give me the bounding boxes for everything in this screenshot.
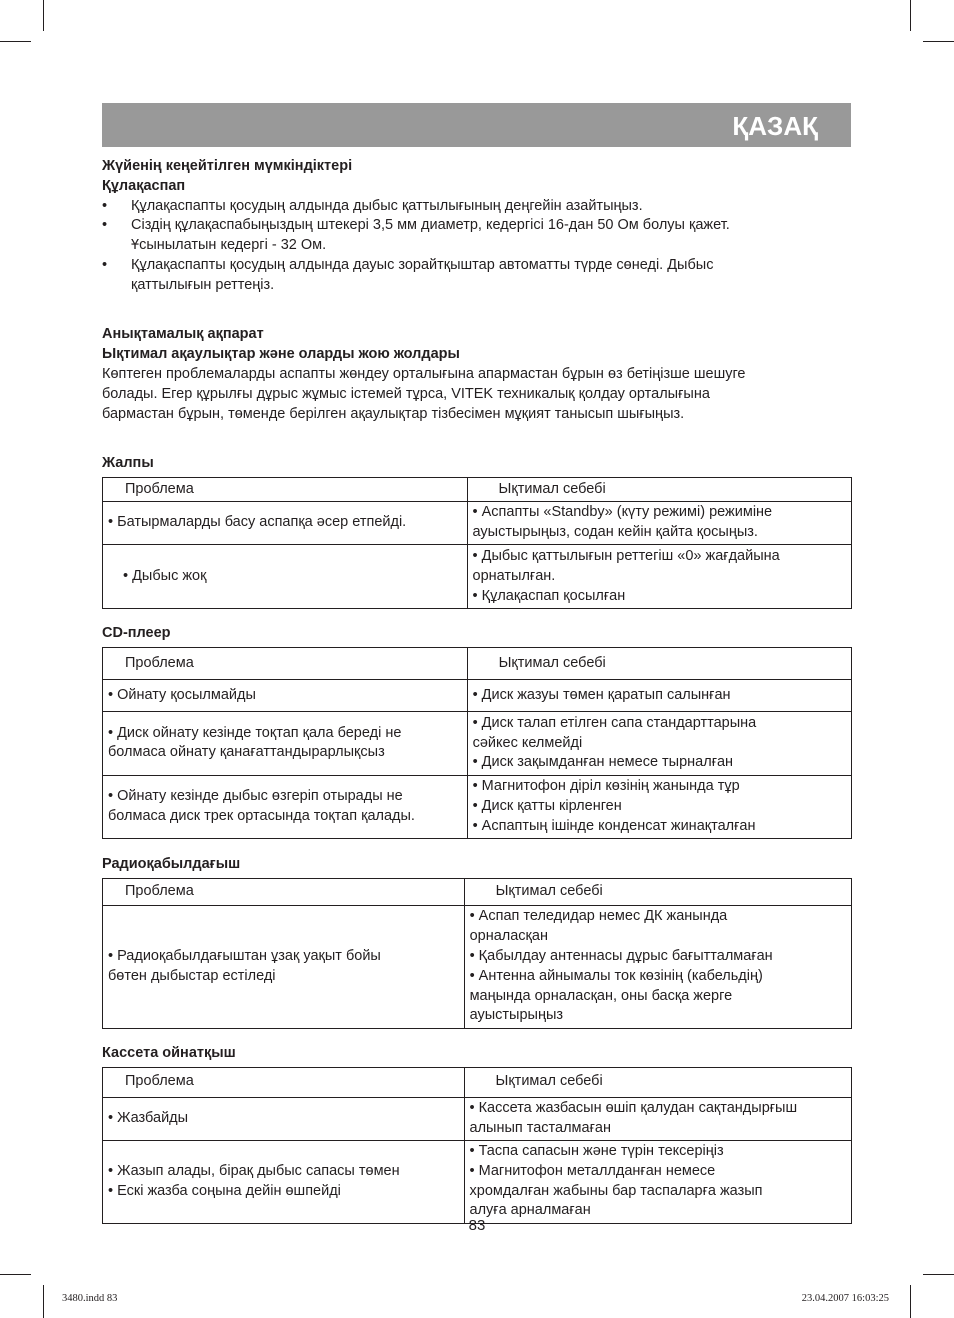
cell-line: сәйкес келмейді — [472, 734, 583, 751]
table-header-row — [103, 878, 852, 905]
cell-line: • Жазбайды — [108, 1109, 189, 1126]
cell-line: • Батырмаларды басу аспапқа әсер етпейді. — [108, 514, 407, 531]
cause-cell — [467, 545, 851, 609]
cell-line: • Антенна айнымалы ток көзінің (кабельдің) — [469, 967, 763, 984]
page-content — [102, 157, 852, 1224]
table-row — [103, 711, 852, 775]
column-header-problem: Проблема — [103, 1067, 465, 1097]
paragraph-line: бармастан бұрын, төменде берілген ақаулықтар тізбесімен мұқият танысып шығыңыз. — [102, 405, 685, 422]
cause-cell — [467, 502, 851, 545]
column-header-problem: Проблема — [103, 478, 468, 502]
table-row — [103, 545, 852, 609]
section-heading: Жүйенің кеңейтілген мүмкіндіктері — [102, 158, 353, 174]
cell-line: • Магнитофон металлданған немесе — [469, 1162, 716, 1179]
cell-line: маңында орналасқан, оны басқа жерге — [469, 987, 733, 1004]
section-heading: Анықтамалық ақпарат — [102, 326, 264, 343]
cell-line: • Қабылдау антеннасы дұрыс бағытталмаған — [469, 947, 773, 964]
bullet-dot: • — [102, 197, 108, 214]
problem-cell — [103, 905, 465, 1028]
column-header-cause: Ықтимал себебі — [464, 878, 851, 905]
crop-mark — [923, 41, 954, 42]
cell-line: бөтен дыбыстар естіледі — [108, 967, 276, 984]
bullet-line: Құлақаспапты қосудың алдында дыбыс қаттылығының деңгейін азайтыңыз. — [131, 197, 643, 214]
cell-line: • Магнитофон діріл көзінің жанында тұр — [472, 778, 740, 795]
bullet-dot: • — [102, 256, 108, 273]
bullet-item — [102, 256, 852, 296]
cell-line: алынып тасталмаған — [469, 1119, 611, 1136]
problem-cell — [103, 679, 468, 711]
table-header-row — [103, 1067, 852, 1097]
cell-line: • Аспаптың ішінде конденсат жинақталған — [472, 817, 756, 834]
cell-line: • Аспап теледидар немес ДК жанында — [469, 908, 728, 925]
intro-paragraph — [102, 365, 852, 424]
cell-line: • Диск ойнату кезінде тоқтап қала береді не — [108, 724, 402, 741]
column-header-problem: Проблема — [103, 878, 465, 905]
cell-line: • Жазып алады, бірақ дыбыс сапасы төмен — [108, 1162, 400, 1179]
table-row — [103, 905, 852, 1028]
problem-cell — [103, 711, 468, 775]
bullet-line: Құлақаспапты қосудың алдында дауыс зорайтқыштар автоматты түрде сөнеді. Дыбыс — [131, 256, 714, 273]
crop-mark — [910, 0, 911, 31]
crop-mark — [0, 41, 31, 42]
column-header-cause: Ықтимал себебі — [467, 478, 851, 502]
cell-line: • Ойнату қосылмайды — [108, 686, 256, 703]
cell-line: • Диск қатты кірленген — [472, 798, 622, 815]
troubleshooting-table-cd — [102, 647, 852, 839]
headphones-bullets — [102, 197, 852, 296]
table-title: Кассета ойнатқыш — [102, 1044, 236, 1061]
language-title: ҚАЗАҚ — [732, 111, 818, 141]
table-row — [103, 775, 852, 838]
cause-cell — [467, 679, 851, 711]
timestamp-slug: 23.04.2007 16:03:25 — [801, 1293, 889, 1304]
problem-cell — [103, 502, 468, 545]
crop-mark — [43, 1285, 44, 1318]
cell-line: • Диск жазуы төмен қаратып салынған — [472, 686, 731, 703]
page-number: 83 — [468, 1217, 486, 1234]
crop-mark — [923, 1274, 954, 1275]
bullet-item — [102, 216, 852, 256]
cause-cell — [467, 775, 851, 838]
troubleshooting-table-radio — [102, 878, 852, 1029]
cell-line: орналасқан — [469, 928, 548, 945]
cell-line: • Кассета жазбасын өшіп қалудан сақтандырғыш — [469, 1099, 798, 1116]
paragraph-line: Көптеген проблемаларды аспапты жөндеу орталығына апармастан бұрын өз бетіңізше шешуге — [102, 365, 746, 382]
bullet-item — [102, 197, 852, 217]
problem-cell — [103, 1140, 465, 1223]
cell-line: • Радиоқабылдағыштан ұзақ уақыт бойы — [108, 947, 381, 964]
column-header-cause: Ықтимал себебі — [467, 647, 851, 679]
table-title: Жалпы — [102, 455, 154, 472]
cell-line: болмаса ойнату қанағаттандырарлықсыз — [108, 744, 385, 761]
subsection-heading: Құлақаспап — [102, 177, 186, 194]
cause-cell — [467, 711, 851, 775]
table-row — [103, 502, 852, 545]
table-row — [103, 1140, 852, 1223]
column-header-problem: Проблема — [103, 647, 468, 679]
cell-line: • Дыбыс жоқ — [123, 567, 207, 584]
bullet-dot: • — [102, 217, 108, 234]
table-header-row — [103, 478, 852, 502]
crop-mark — [0, 1274, 31, 1275]
problem-cell — [103, 775, 468, 838]
cell-line: ауыстырыңыз, содан кейін қайта қосыңыз. — [472, 524, 758, 541]
crop-mark — [43, 0, 44, 31]
crop-mark — [910, 1285, 911, 1318]
bullet-line: Сіздің құлақаспабыңыздың штекері 3,5 мм диаметр, кедергісі 16-дан 50 Ом болуы қажет. — [131, 217, 730, 234]
table-title: CD-плеер — [102, 625, 171, 642]
table-title: Радиоқабылдағыш — [102, 855, 241, 872]
cell-line: • Дыбыс қаттылығын реттегіш «0» жағдайына — [472, 547, 780, 564]
cell-line: • Ойнату кезінде дыбыс өзгеріп отырады не — [108, 788, 403, 805]
subsection-heading: Ықтимал ақаулықтар және оларды жою жолдары — [102, 346, 460, 363]
bullet-line: Ұсынылатын кедергі - 32 Ом. — [131, 237, 327, 254]
bullet-line: қаттылығын реттеңіз. — [131, 276, 275, 293]
cell-line: хромдалған жабыны бар таспаларға жазып — [469, 1182, 763, 1199]
cell-line: • Құлақаспап қосылған — [472, 587, 626, 604]
cell-line: • Таспа сапасын және түрін тексеріңіз — [469, 1142, 724, 1159]
cell-line: орнатылған. — [472, 567, 556, 584]
file-slug: 3480.indd 83 — [62, 1293, 118, 1304]
cause-cell — [464, 1140, 852, 1223]
cell-line: ауыстырыңыз — [469, 1007, 564, 1024]
troubleshooting-table-general — [102, 477, 852, 609]
problem-cell — [103, 545, 468, 609]
header-bar — [102, 103, 851, 147]
cell-line: • Диск зақымданған немесе тырналған — [472, 754, 734, 771]
cell-line: • Аспапты «Standby» (күту режимі) режиміне — [472, 504, 773, 521]
cell-line: болмаса диск трек ортасында тоқтап қалады. — [108, 807, 415, 824]
paragraph-line: болады. Егер құрылғы дұрыс жұмыс істемей тұрса, VITEK техникалық қолдау орталығына — [102, 385, 710, 402]
column-header-cause: Ықтимал себебі — [464, 1067, 852, 1097]
problem-cell — [103, 1097, 465, 1140]
cause-cell — [464, 1097, 852, 1140]
table-row — [103, 1097, 852, 1140]
cell-line: • Ескі жазба соңына дейін өшпейді — [108, 1182, 341, 1199]
cause-cell — [464, 905, 851, 1028]
cell-line: алуға арналмаған — [469, 1202, 591, 1219]
cell-line: • Диск талап етілген сапа стандарттарына — [472, 714, 757, 731]
table-header-row — [103, 647, 852, 679]
table-row — [103, 679, 852, 711]
troubleshooting-table-cassette — [102, 1067, 852, 1224]
